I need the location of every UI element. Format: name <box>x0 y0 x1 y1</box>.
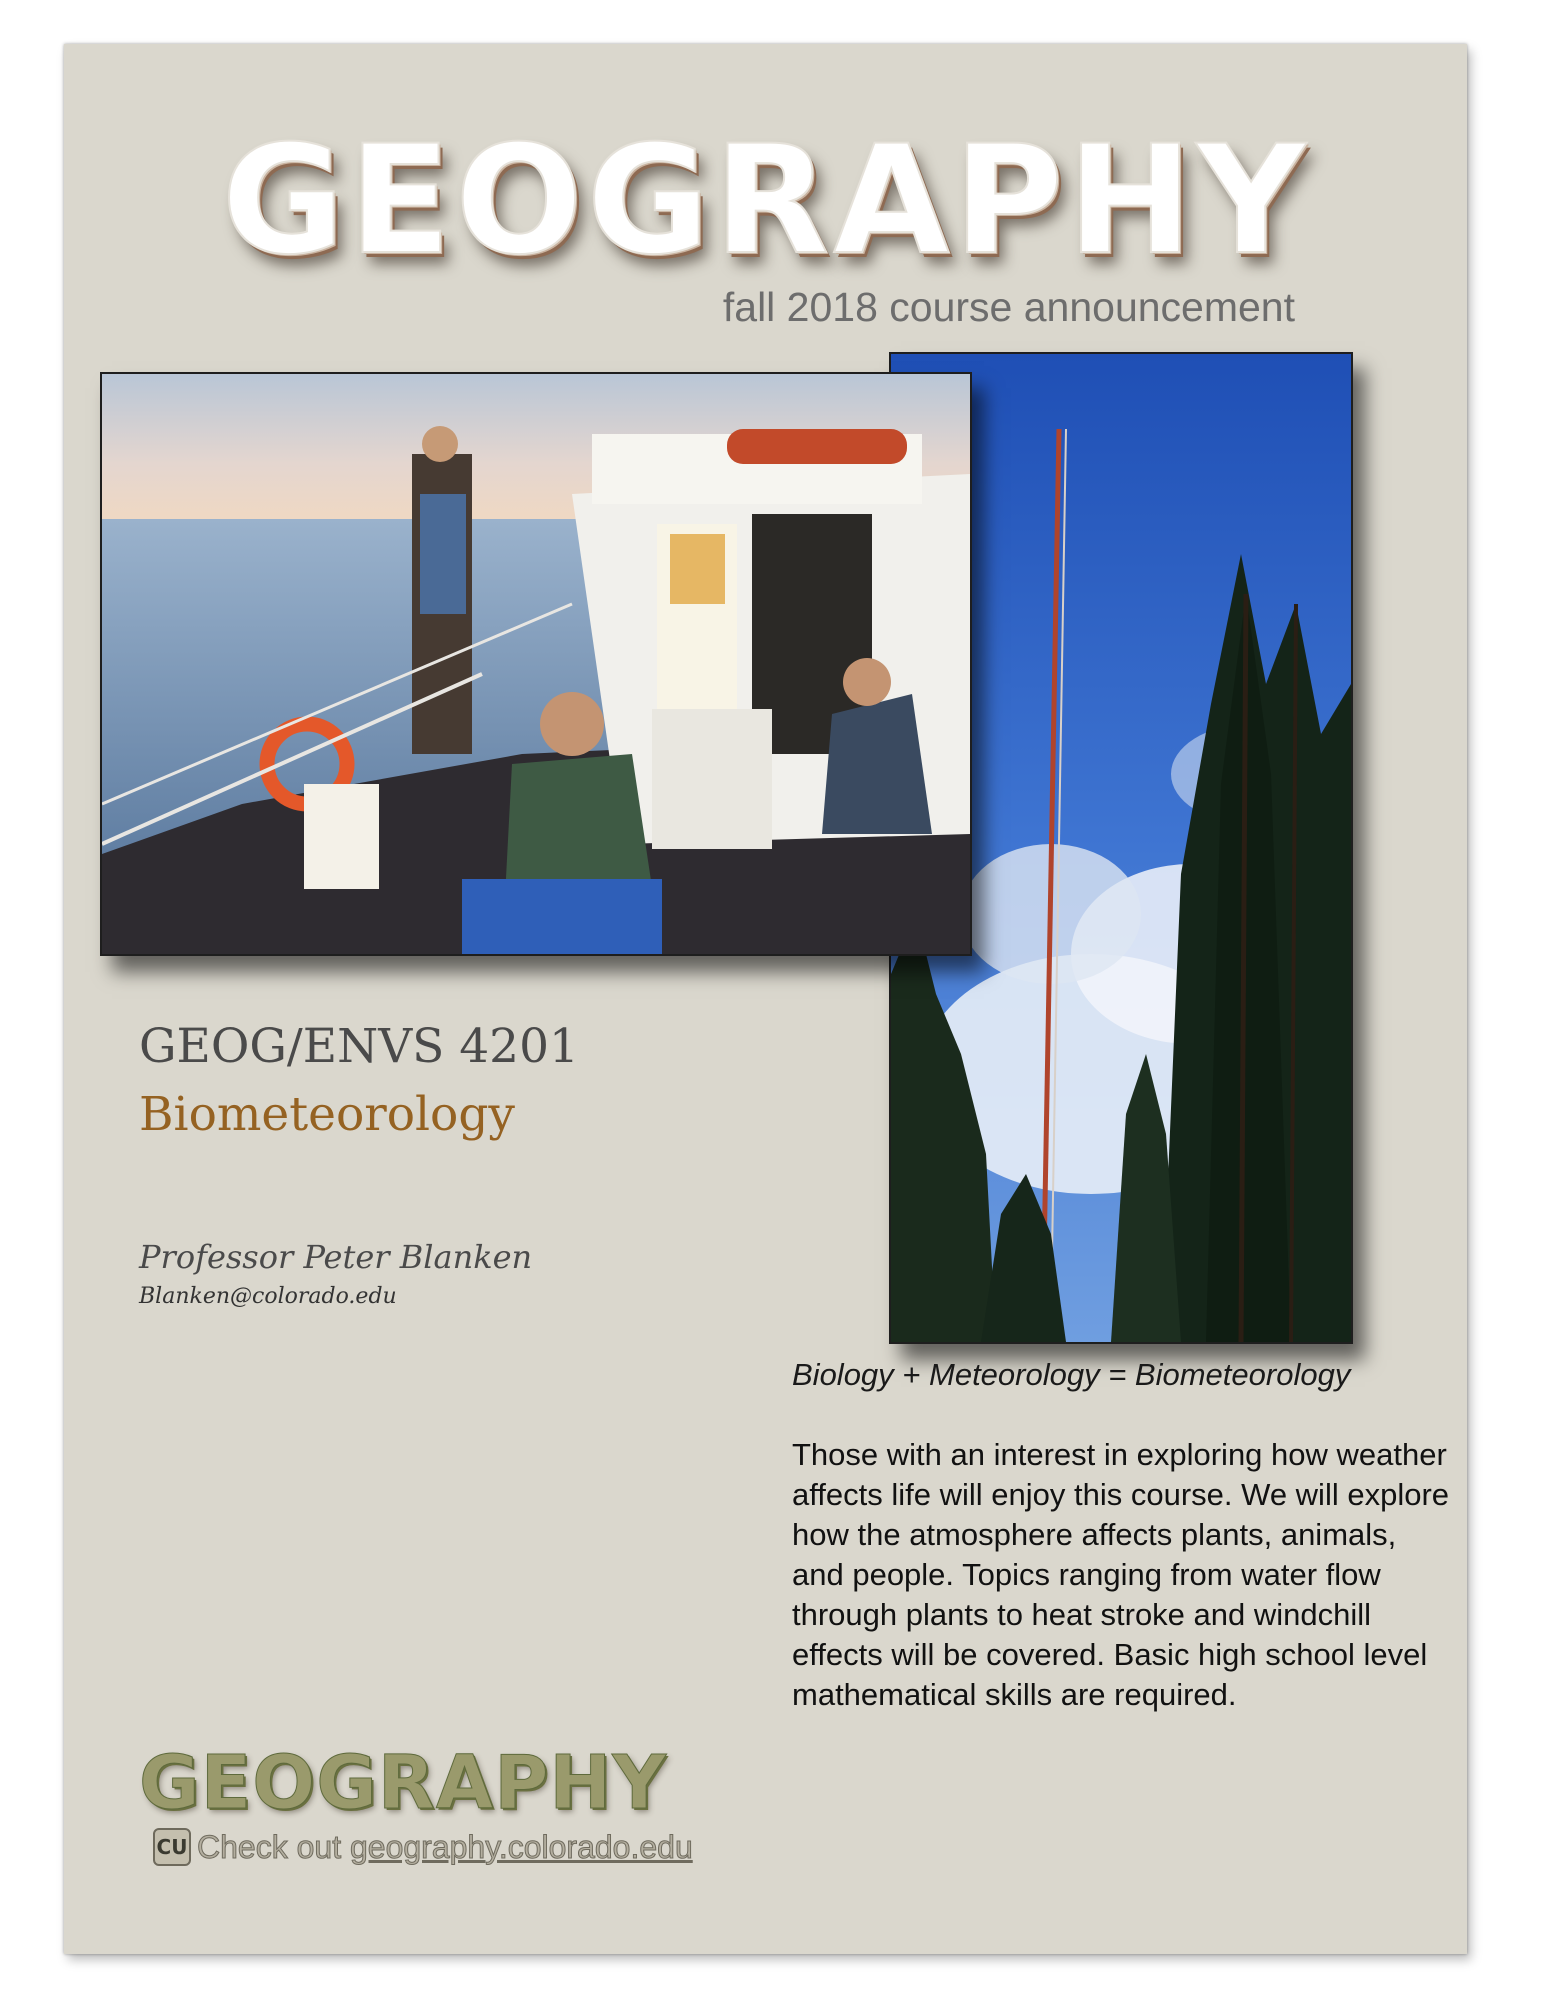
course-description: Those with an interest in exploring how weather affects life will enjoy this course. We will explore how the atmosphere affects plants, animals, and people. Topics ranging from water flow through plants to heat stroke and windchill effects will be covered. Basic high school level mathematical skills are required. <box>792 1437 1450 1712</box>
course-name: Biometeorology <box>139 1087 515 1142</box>
boat-research-photo <box>100 372 972 956</box>
course-code: GEOG/ENVS 4201 <box>139 1019 579 1074</box>
website-callout <box>153 1828 693 1866</box>
announcement-poster <box>64 44 1467 1954</box>
instructor-email[interactable]: Blanken@colorado.edu <box>139 1284 397 1309</box>
cu-logo-icon: CU <box>153 1828 191 1866</box>
instructor-name: Professor Peter Blanken <box>139 1238 533 1276</box>
website-link[interactable]: geography.colorado.edu <box>349 1828 693 1865</box>
page-subtitle: fall 2018 course announcement <box>722 284 1295 330</box>
page-title: GEOGRAPHY <box>221 114 1310 288</box>
course-equation: Biology + Meteorology = Biometeorology <box>792 1357 1351 1392</box>
website-callout-prefix: Check out <box>197 1828 342 1865</box>
geography-logo-wordmark: GEOGRAPHY <box>139 1740 667 1826</box>
